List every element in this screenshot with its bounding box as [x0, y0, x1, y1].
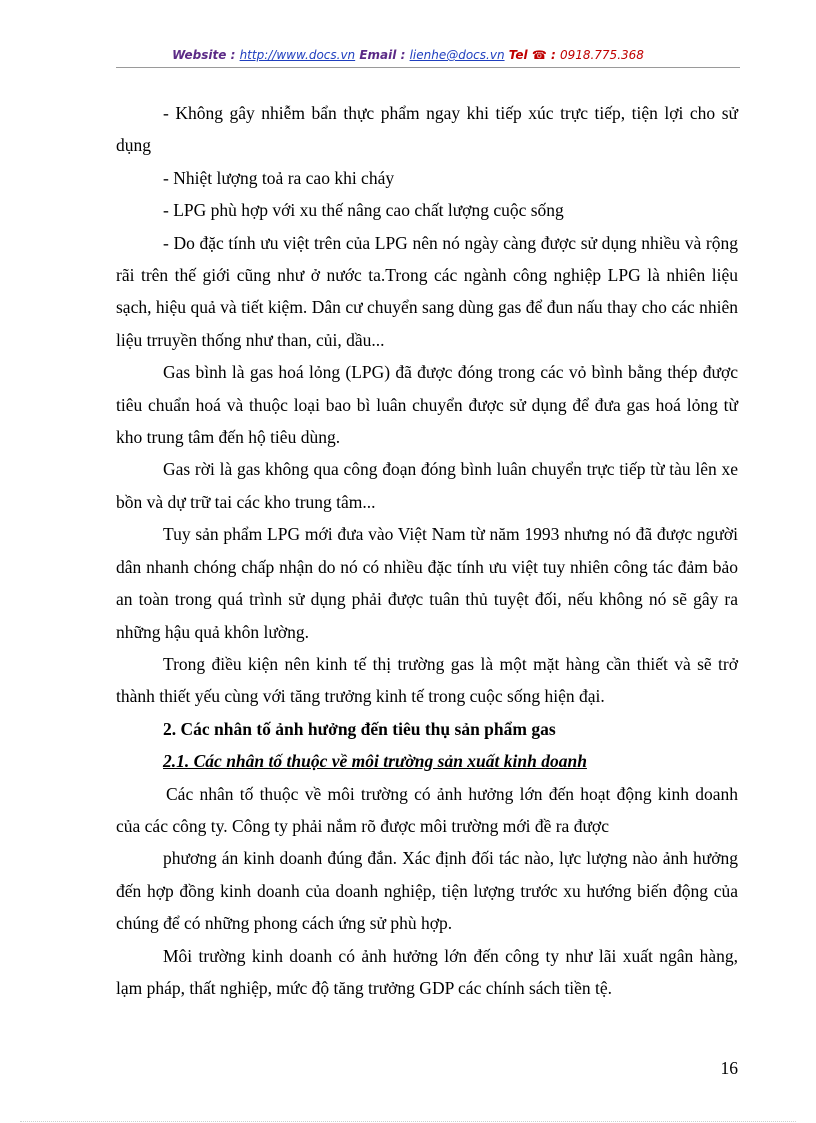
- paragraph: - LPG phù hợp với xu thế nâng cao chất lượng cuộc sống: [163, 200, 564, 221]
- email-label: Email: [359, 48, 397, 62]
- paragraph: Trong điều kiện nên kinh tế thị trường gas là một mặt hàng cần thiết và sẽ trở thành thiết yếu cùng với tăng trưởng kinh tế trong cuộc sống hiện đại.: [116, 653, 738, 707]
- subsection-heading: 2.1. Các nhân tố thuộc về môi trường sản xuất kinh doanh: [163, 751, 587, 772]
- paragraph: Tuy sản phẩm LPG mới đưa vào Việt Nam từ năm 1993 nhưng nó đã được người dân nhanh chóng chấp nhận do nó có nhiều đặc tính ưu việt tuy nhiên công tác đảm bảo an toàn trong quá trình sử dụng phải được tuân thủ tuyệt đối, nếu không nó sẽ gây ra những hậu quả khôn lường.: [116, 524, 738, 642]
- tel-label: Tel ☎ :: [508, 48, 556, 62]
- section-heading: 2. Các nhân tố ảnh hưởng đến tiêu thụ sản phẩm gas: [163, 718, 556, 739]
- paragraph: Môi trường kinh doanh có ảnh hưởng lớn đến công ty như lãi xuất ngân hàng, lạm pháp, thất nghiệp, mức độ tăng trưởng GDP các chính sách tiền tệ.: [116, 945, 738, 998]
- paragraph: - Nhiệt lượng toả ra cao khi cháy: [163, 167, 395, 188]
- footer-divider: [20, 1121, 796, 1122]
- email-link[interactable]: lienhe@docs.vn: [409, 48, 505, 62]
- page-header: [0, 47, 816, 63]
- page-number: 16: [720, 1058, 738, 1078]
- paragraph: - Do đặc tính ưu việt trên của LPG nên nó ngày càng được sử dụng nhiều và rộng rãi trên thế giới cũng như ở nước ta.Trong các ngành công nghiệp LPG là nhiên liệu sạch, hiệu quả và tiết kiệm. Dân cư chuyển sang dùng gas để đun nấu thay cho các nhiên liệu trruyền thống như than, củi, dầu...: [116, 232, 738, 350]
- website-link[interactable]: http://www.docs.vn: [239, 48, 356, 62]
- paragraph: - Không gây nhiễm bẩn thực phẩm ngay khi tiếp xúc trực tiếp, tiện lợi cho sử dụng: [116, 103, 738, 156]
- website-label: Website :: [172, 48, 236, 62]
- email-separator: :: [400, 48, 406, 62]
- page-body: [116, 97, 738, 1004]
- paragraph: Gas rời là gas không qua công đoạn đóng bình luân chuyển trực tiếp từ tàu lên xe bồn và dự trữ tai các kho trung tâm...: [116, 459, 738, 512]
- header-divider: [116, 67, 740, 68]
- tel-number: 0918.775.368: [559, 48, 644, 62]
- paragraph: Gas bình là gas hoá lỏng (LPG) đã được đóng trong các vỏ bình bằng thép được tiêu chuẩn hoá và thuộc loại bao bì luân chuyển được sử dụng để đưa gas hoá lỏng từ kho trung tâm đến hộ tiêu dùng.: [116, 362, 738, 448]
- paragraph: phương án kinh doanh đúng đắn. Xác định đối tác nào, lực lượng nào ảnh hưởng đến hợp đồng kinh doanh của doanh nghiệp, tiện lượng trước xu hướng biến động của chúng để có những phong cách ứng sử phù hợp.: [116, 848, 738, 934]
- paragraph: Các nhân tố thuộc về môi trường có ảnh hưởng lớn đến hoạt động kinh doanh của các công ty. Công ty phải nắm rõ được môi trường mới đề ra được: [116, 783, 738, 836]
